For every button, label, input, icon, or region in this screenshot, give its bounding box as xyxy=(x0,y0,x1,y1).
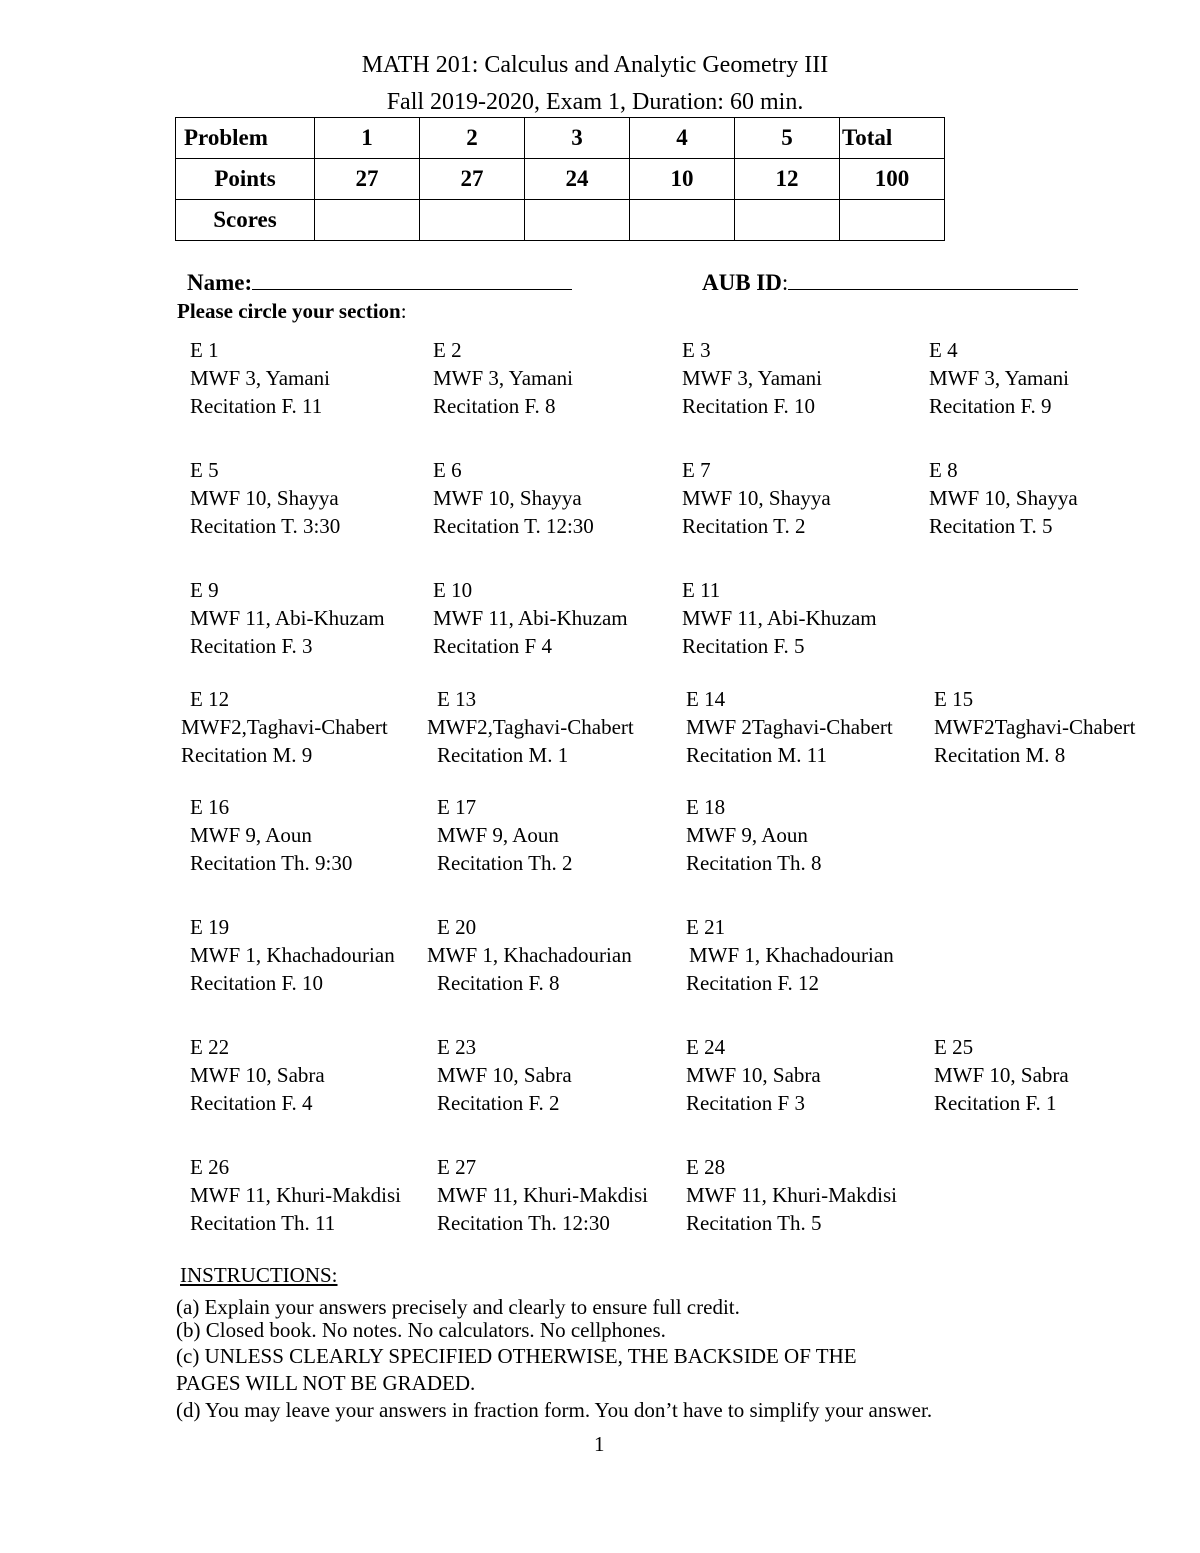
scores-row xyxy=(176,200,945,241)
section-option[interactable] xyxy=(437,1153,648,1237)
score-table xyxy=(175,117,945,241)
section-recitation: Recitation M. 9 xyxy=(181,743,313,767)
score-entry-cell-total[interactable] xyxy=(840,200,945,241)
section-lecture: MWF 3, Yamani xyxy=(929,366,1070,390)
section-recitation: Recitation M. 11 xyxy=(686,743,827,767)
section-id: E 24 xyxy=(686,1035,726,1059)
section-id: E 25 xyxy=(934,1035,974,1059)
section-option[interactable] xyxy=(190,1153,401,1237)
instruction-item: (b) Closed book. No notes. No calculators. No cellphones. xyxy=(176,1318,666,1342)
section-recitation: Recitation Th. 12:30 xyxy=(437,1211,610,1235)
section-lecture: MWF 10, Sabra xyxy=(437,1063,572,1087)
section-option[interactable] xyxy=(934,1033,1069,1117)
problem-cell-total: Total xyxy=(840,118,945,159)
section-option[interactable] xyxy=(190,793,352,877)
score-entry-cell[interactable] xyxy=(420,200,525,241)
section-id: E 28 xyxy=(686,1155,726,1179)
circle-section-prompt xyxy=(177,299,407,324)
section-option[interactable] xyxy=(682,336,822,420)
section-recitation: Recitation Th. 8 xyxy=(686,851,822,875)
section-lecture: MWF 10, Sabra xyxy=(686,1063,821,1087)
section-lecture: MWF 3, Yamani xyxy=(433,366,574,390)
section-recitation: Recitation F. 5 xyxy=(682,634,805,658)
section-lecture: MWF 10, Shayya xyxy=(682,486,831,510)
section-option[interactable] xyxy=(929,336,1069,420)
section-lecture: MWF 11, Abi-Khuzam xyxy=(682,606,877,630)
section-id: E 8 xyxy=(929,458,958,482)
section-lecture: MWF 10, Shayya xyxy=(929,486,1078,510)
circle-prompt-colon: : xyxy=(400,299,407,323)
section-id: E 27 xyxy=(437,1155,477,1179)
instruction-item: (d) You may leave your answers in fraction form. You don’t have to simplify your answer. xyxy=(176,1398,933,1422)
row-label-scores: Scores xyxy=(176,200,315,241)
section-lecture: MWF 11, Khuri-Makdisi xyxy=(686,1183,897,1207)
row-label-problem: Problem xyxy=(176,118,315,159)
section-id: E 1 xyxy=(190,338,219,362)
section-id: E 21 xyxy=(686,915,726,939)
section-lecture: MWF 10, Sabra xyxy=(190,1063,325,1087)
section-recitation: Recitation F. 2 xyxy=(437,1091,560,1115)
score-entry-cell[interactable] xyxy=(525,200,630,241)
section-id: E 16 xyxy=(190,795,230,819)
section-lecture: MWF 10, Shayya xyxy=(190,486,339,510)
section-option[interactable] xyxy=(686,913,894,997)
section-lecture: MWF 2Taghavi-Chabert xyxy=(686,715,893,739)
section-recitation: Recitation Th. 5 xyxy=(686,1211,822,1235)
exam-title: MATH 201: Calculus and Analytic Geometry III xyxy=(361,52,829,78)
aub-id-label: AUB ID xyxy=(702,270,782,295)
section-id: E 22 xyxy=(190,1035,230,1059)
aub-id-colon: : xyxy=(781,270,789,295)
section-option[interactable] xyxy=(686,1153,897,1237)
section-option[interactable] xyxy=(929,456,1078,540)
section-recitation: Recitation F 3 xyxy=(686,1091,805,1115)
section-lecture: MWF 10, Sabra xyxy=(934,1063,1069,1087)
circle-prompt-text: Please circle your section xyxy=(177,299,401,323)
section-recitation: Recitation F. 11 xyxy=(190,394,323,418)
section-lecture: MWF2Taghavi-Chabert xyxy=(934,715,1136,739)
section-option[interactable] xyxy=(190,456,340,540)
points-cell: 12 xyxy=(735,159,840,200)
section-recitation: Recitation T. 12:30 xyxy=(433,514,594,538)
section-option[interactable] xyxy=(190,576,385,660)
problem-cell: 4 xyxy=(630,118,735,159)
section-id: E 7 xyxy=(682,458,711,482)
section-recitation: Recitation F 4 xyxy=(433,634,552,658)
points-cell-total: 100 xyxy=(840,159,945,200)
section-id: E 20 xyxy=(437,915,477,939)
instruction-item: PAGES WILL NOT BE GRADED. xyxy=(176,1371,476,1395)
section-recitation: Recitation F. 8 xyxy=(433,394,556,418)
section-option[interactable] xyxy=(190,1033,325,1117)
section-lecture: MWF 1, Khachadourian xyxy=(190,943,395,967)
exam-subtitle: Fall 2019-2020, Exam 1, Duration: 60 min. xyxy=(386,89,804,115)
section-id: E 11 xyxy=(682,578,721,602)
aub-id-field xyxy=(702,267,1078,296)
instructions-heading: INSTRUCTIONS: xyxy=(180,1263,338,1287)
name-blank-line[interactable] xyxy=(252,267,572,290)
section-recitation: Recitation T. 5 xyxy=(929,514,1053,538)
problem-cell: 3 xyxy=(525,118,630,159)
section-recitation: Recitation T. 3:30 xyxy=(190,514,341,538)
section-id: E 17 xyxy=(437,795,477,819)
section-id: E 6 xyxy=(433,458,462,482)
section-option[interactable] xyxy=(682,576,877,660)
section-recitation: Recitation F. 4 xyxy=(190,1091,313,1115)
section-option[interactable] xyxy=(427,685,634,769)
points-cell: 27 xyxy=(420,159,525,200)
section-id: E 26 xyxy=(190,1155,230,1179)
name-label: Name: xyxy=(187,270,253,295)
section-id: E 18 xyxy=(686,795,726,819)
section-recitation: Recitation F. 3 xyxy=(190,634,313,658)
section-id: E 15 xyxy=(934,687,974,711)
section-id: E 13 xyxy=(437,687,477,711)
points-row xyxy=(176,159,945,200)
section-lecture: MWF 9, Aoun xyxy=(437,823,559,847)
section-recitation: Recitation M. 1 xyxy=(437,743,569,767)
section-recitation: Recitation F. 10 xyxy=(190,971,324,995)
section-recitation: Recitation F. 9 xyxy=(929,394,1052,418)
section-option[interactable] xyxy=(433,336,573,420)
section-id: E 2 xyxy=(433,338,462,362)
instruction-item: (c) UNLESS CLEARLY SPECIFIED OTHERWISE, THE BACKSIDE OF THE xyxy=(176,1344,857,1368)
section-lecture: MWF 3, Yamani xyxy=(190,366,331,390)
score-entry-cell[interactable] xyxy=(735,200,840,241)
section-id: E 9 xyxy=(190,578,219,602)
section-lecture: MWF 11, Khuri-Makdisi xyxy=(190,1183,401,1207)
page-number: 1 xyxy=(594,1432,605,1456)
section-recitation: Recitation T. 2 xyxy=(682,514,806,538)
section-lecture: MWF 10, Shayya xyxy=(433,486,582,510)
points-cell: 27 xyxy=(315,159,420,200)
score-entry-cell[interactable] xyxy=(630,200,735,241)
section-lecture: MWF2,Taghavi-Chabert xyxy=(181,715,388,739)
section-option[interactable] xyxy=(437,1033,572,1117)
section-id: E 23 xyxy=(437,1035,477,1059)
section-option[interactable] xyxy=(427,913,632,997)
section-option[interactable] xyxy=(190,913,395,997)
section-lecture: MWF 11, Abi-Khuzam xyxy=(190,606,385,630)
section-recitation: Recitation M. 8 xyxy=(934,743,1066,767)
problem-row xyxy=(176,118,945,159)
section-recitation: Recitation Th. 11 xyxy=(190,1211,336,1235)
section-lecture: MWF 9, Aoun xyxy=(686,823,808,847)
problem-cell: 2 xyxy=(420,118,525,159)
section-lecture: MWF 11, Abi-Khuzam xyxy=(433,606,628,630)
section-id: E 4 xyxy=(929,338,958,362)
section-recitation: Recitation F. 1 xyxy=(934,1091,1057,1115)
section-lecture: MWF 11, Khuri-Makdisi xyxy=(437,1183,648,1207)
section-id: E 3 xyxy=(682,338,711,362)
section-option[interactable] xyxy=(437,793,573,877)
section-recitation: Recitation F. 10 xyxy=(682,394,816,418)
points-cell: 24 xyxy=(525,159,630,200)
section-recitation: Recitation Th. 9:30 xyxy=(190,851,353,875)
instruction-item: (a) Explain your answers precisely and clearly to ensure full credit. xyxy=(176,1295,740,1319)
section-option[interactable] xyxy=(934,685,1135,769)
row-label-points: Points xyxy=(176,159,315,200)
section-id: E 14 xyxy=(686,687,726,711)
section-id: E 12 xyxy=(190,687,230,711)
section-lecture: MWF2,Taghavi-Chabert xyxy=(427,715,634,739)
section-option[interactable] xyxy=(433,456,594,540)
section-option[interactable] xyxy=(686,685,893,769)
section-lecture: MWF 3, Yamani xyxy=(682,366,823,390)
section-option[interactable] xyxy=(181,685,388,769)
section-id: E 10 xyxy=(433,578,473,602)
section-recitation: Recitation F. 12 xyxy=(686,971,820,995)
section-option[interactable] xyxy=(433,576,628,660)
section-id: E 19 xyxy=(190,915,230,939)
section-lecture: MWF 1, Khachadourian xyxy=(427,943,632,967)
problem-cell: 5 xyxy=(735,118,840,159)
section-lecture: MWF 1, Khachadourian xyxy=(689,943,894,967)
section-id: E 5 xyxy=(190,458,219,482)
name-field xyxy=(187,267,572,296)
section-recitation: Recitation Th. 2 xyxy=(437,851,573,875)
section-recitation: Recitation F. 8 xyxy=(437,971,560,995)
section-option[interactable] xyxy=(686,793,822,877)
section-option[interactable] xyxy=(190,336,330,420)
problem-cell: 1 xyxy=(315,118,420,159)
points-cell: 10 xyxy=(630,159,735,200)
score-entry-cell[interactable] xyxy=(315,200,420,241)
section-lecture: MWF 9, Aoun xyxy=(190,823,312,847)
section-option[interactable] xyxy=(686,1033,821,1117)
section-option[interactable] xyxy=(682,456,831,540)
aub-id-blank-line[interactable] xyxy=(788,267,1078,290)
